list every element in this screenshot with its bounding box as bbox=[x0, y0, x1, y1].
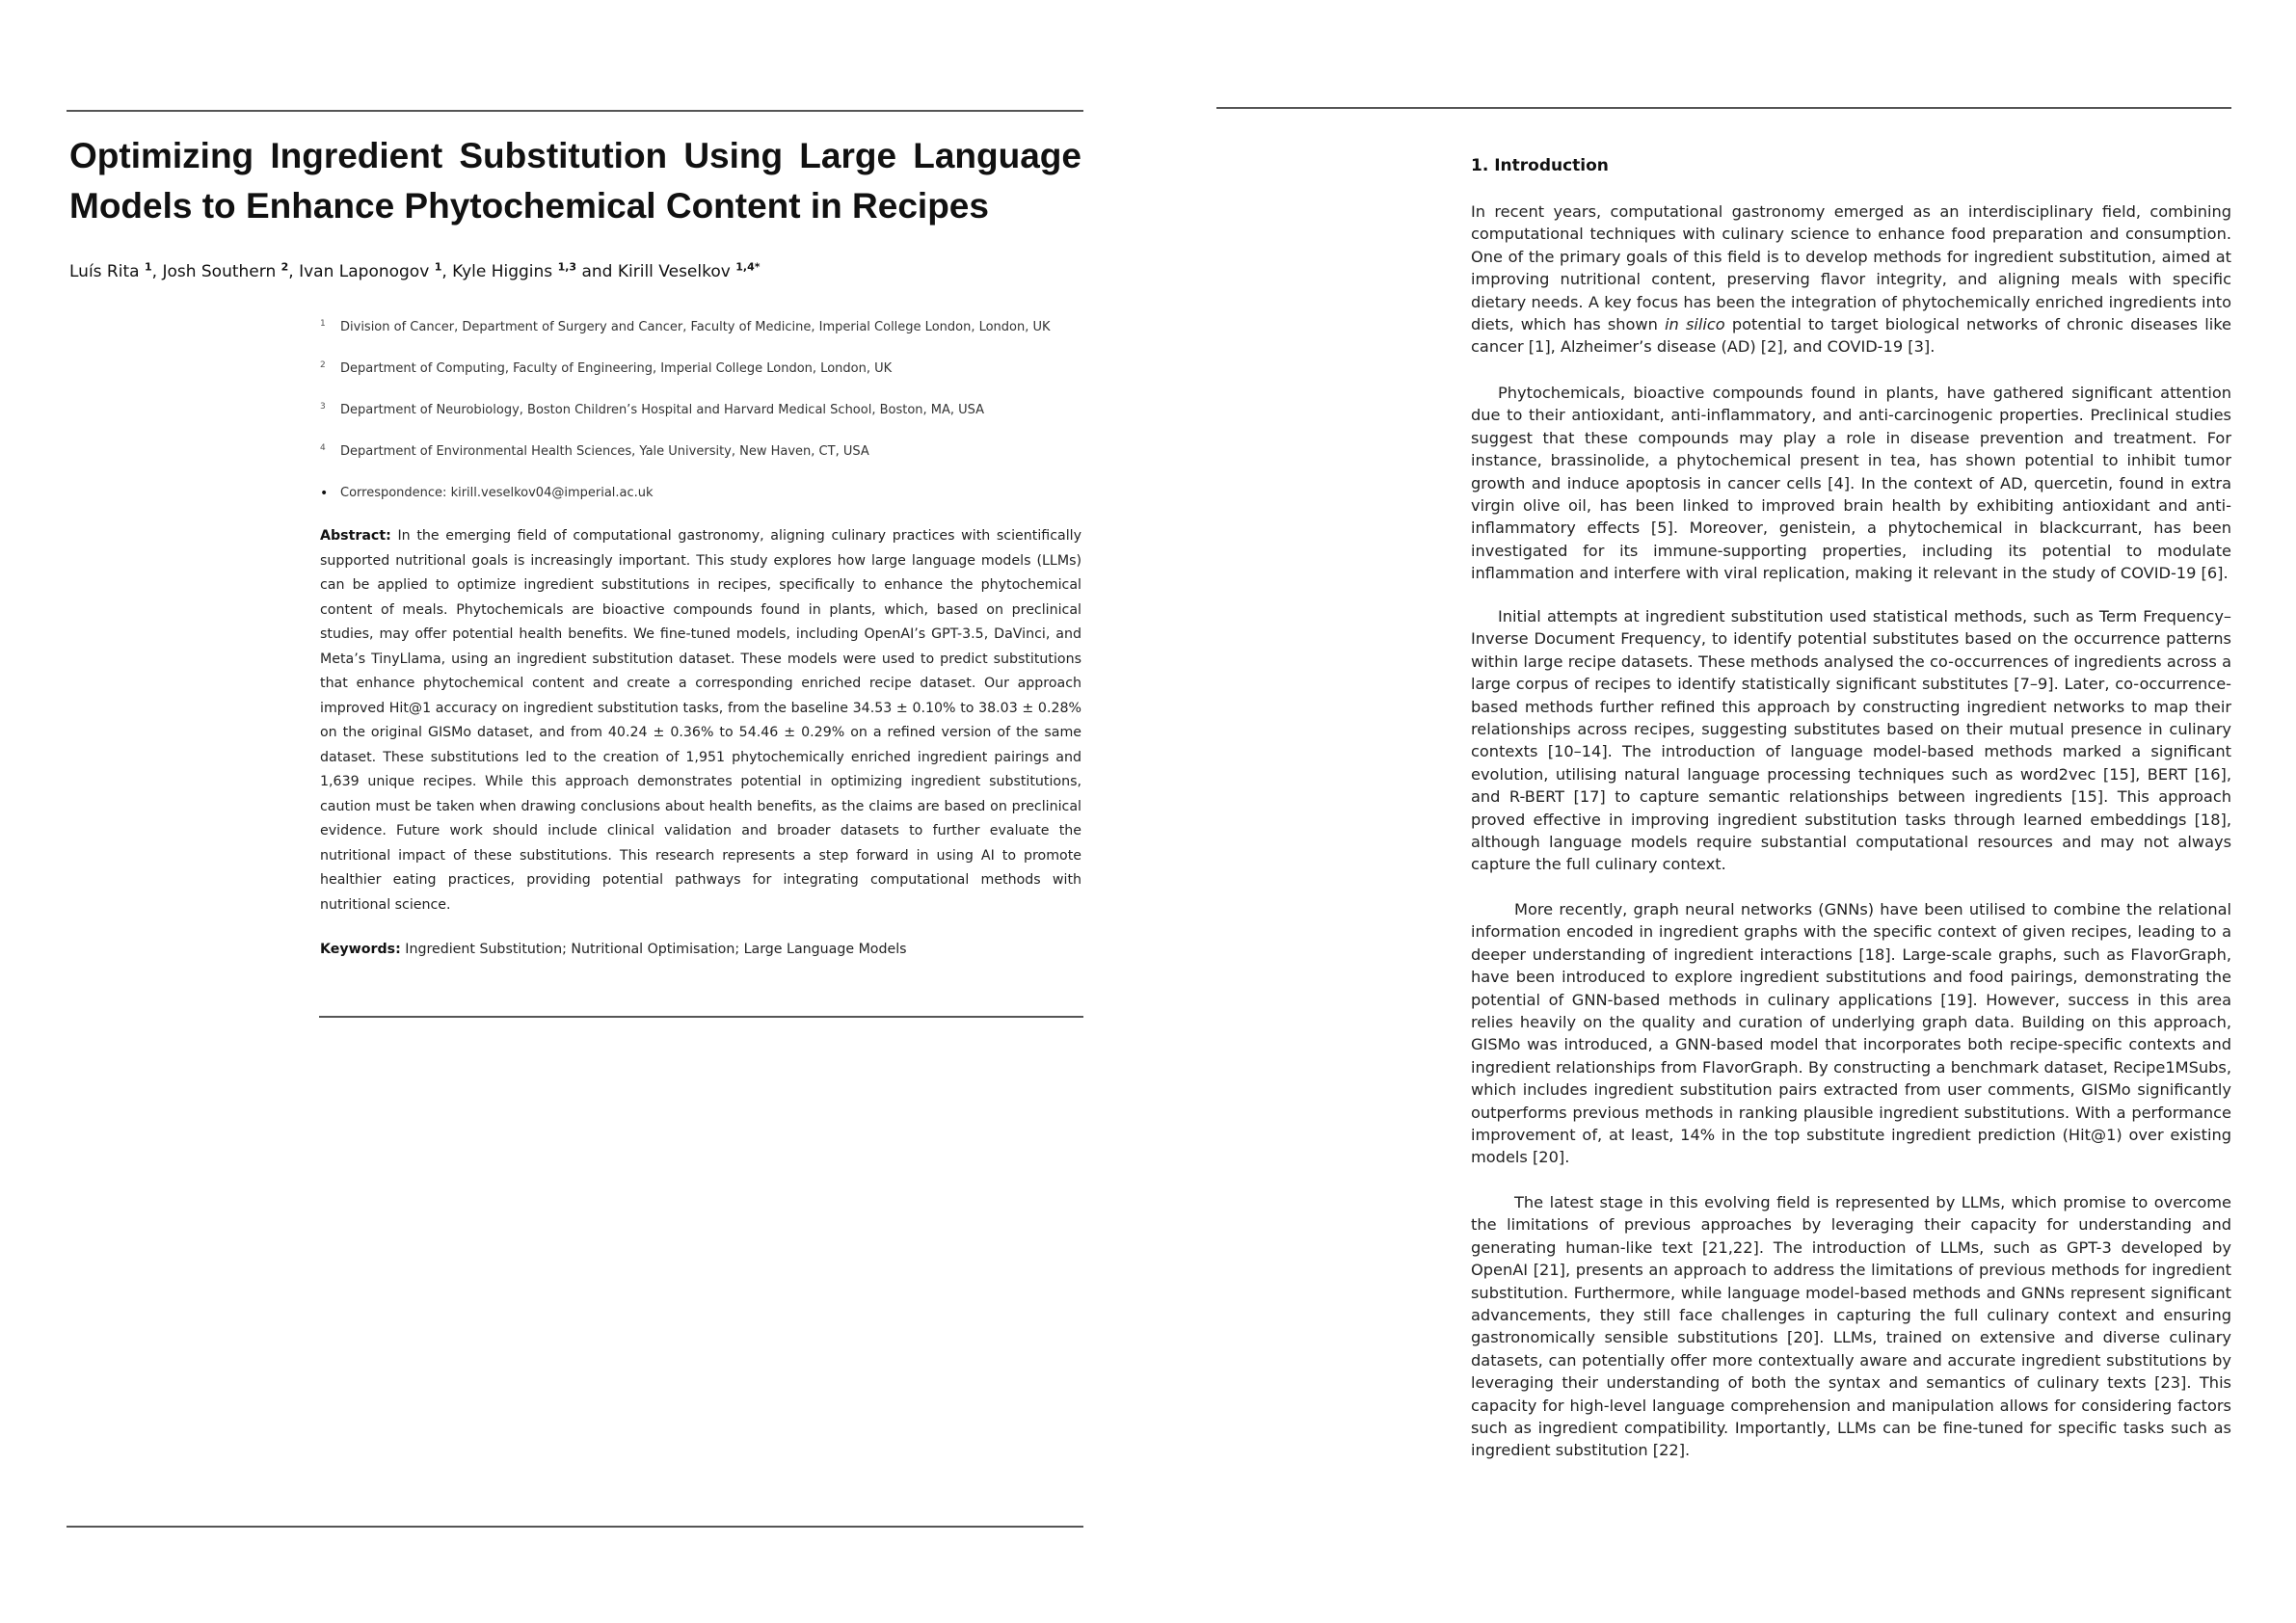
author-name: Kirill Veselkov bbox=[617, 261, 731, 281]
abstract-bottom-rule bbox=[319, 1016, 1083, 1018]
affiliation-item bbox=[320, 356, 1081, 397]
author-separator: , bbox=[288, 261, 300, 281]
keywords bbox=[320, 937, 1081, 962]
section-heading: 1. Introduction bbox=[1471, 156, 1609, 175]
affiliation-mark: 4 bbox=[320, 443, 326, 453]
top-rule bbox=[1216, 107, 2231, 109]
paragraph-italic: in silico bbox=[1665, 315, 1725, 334]
author-affiliation-mark: 1 bbox=[434, 260, 442, 273]
affiliation-list bbox=[320, 314, 1081, 521]
paragraph-text: potential to target biological networks of chronic diseases like cancer [1], Alzheimer’s disease (AD) [2], and COVID-19 [3]. bbox=[1471, 315, 2231, 357]
abstract bbox=[320, 524, 1081, 918]
paragraph bbox=[1471, 1191, 2231, 1462]
paragraph bbox=[1471, 605, 2231, 876]
top-rule bbox=[67, 110, 1083, 112]
author-list bbox=[69, 254, 1081, 284]
paragraph bbox=[1471, 200, 2231, 359]
author-separator: , bbox=[441, 261, 453, 281]
author-name: Luís Rita bbox=[69, 261, 140, 281]
bottom-rule bbox=[67, 1526, 1083, 1528]
keywords-label: Keywords: bbox=[320, 942, 401, 957]
author bbox=[299, 262, 452, 281]
abstract-label: Abstract: bbox=[320, 528, 391, 544]
author-affiliation-mark: 1,3 bbox=[557, 260, 577, 273]
affiliation-text: Department of Computing, Faculty of Engineering, Imperial College London, London, UK bbox=[340, 361, 893, 376]
paragraph bbox=[1471, 898, 2231, 1169]
abstract-text: In the emerging field of computational gastronomy, aligning culinary practices with scientifically supported nutritional goals is increasingly important. This study explores how large language models (LLMs) can be applied to optimize ingredient substitutions in recipes, specifically to enhance the phytochemical content of meals. Phytochemicals are bioactive compounds found in plants, which, based on preclinical studies, may offer potential health benefits. We fine-tuned models, including OpenAI’s GPT-3.5, DaVinci, and Meta’s TinyLlama, using an ingredient substitution dataset. These models were used to predict substitutions that enhance phytochemical content and create a corresponding enriched recipe dataset. Our approach improved Hit@1 accuracy on ingredient substitution tasks, from the baseline 34.53 ± 0.10% to 38.03 ± 0.28% on the original GISMo dataset, and from 40.24 ± 0.36% to 54.46 ± 0.29% on a refined version of the same dataset. These substitutions led to the creation of 1,951 phytochemically enriched ingredient pairings and 1,639 unique recipes. While this approach demonstrates potential in optimizing ingredient substitutions, caution must be taken when drawing conclusions about health benefits, as the claims are based on preclinical evidence. Future work should include clinical validation and broader datasets to further evaluate the nutritional impact of these substitutions. This research represents a step forward in using AI to promote healthier eating practices, providing potential pathways for integrating computational methods with nutritional science. bbox=[320, 528, 1081, 913]
paper-title: Optimizing Ingredient Substitution Using Large Language Models to Enhance Phytochemical Content in Recipes bbox=[69, 136, 1081, 226]
correspondence-text: Correspondence: kirill.veselkov04@imperial.ac.uk bbox=[340, 486, 654, 500]
paragraph bbox=[1471, 382, 2231, 585]
correspondence-bullet: • bbox=[320, 486, 329, 501]
paragraph-text: Phytochemicals, bioactive compounds found in plants, have gathered significant attention due to their antioxidant, anti-inflammatory, and anti-carcinogenic properties. Preclinical studies suggest that these compounds may play a role in disease prevention and treatment. For instance, brassinolide, a phytochemical present in tea, has shown potential to inhibit tumor growth and induce apoptosis in cancer cells [4]. In the context of AD, quercetin, found in extra virgin olive oil, has been linked to improved brain health by exhibiting antioxidant and anti-inflammatory effects [5]. Moreover, genistein, a phytochemical in blackcurrant, has been investigated for its immune-supporting properties, including its potential to modulate inflammation and interfere with viral replication, making it relevant in the study of COVID-19 [6]. bbox=[1471, 384, 2231, 583]
author-name: Ivan Laponogov bbox=[299, 261, 430, 281]
keywords-text: Ingredient Substitution; Nutritional Optimisation; Large Language Models bbox=[405, 942, 907, 957]
affiliation-item bbox=[320, 314, 1081, 356]
affiliation-text: Department of Environmental Health Sciences, Yale University, New Haven, CT, USA bbox=[340, 444, 869, 459]
paragraph-text: The latest stage in this evolving field is represented by LLMs, which promise to overcome the limitations of previous approaches by leveraging their capacity for understanding and generating human-like text [21,22]. The introduction of LLMs, such as GPT-3 developed by OpenAI [21], presents an approach to address the limitations of previous methods for ingredient substitution. Furthermore, while language model-based methods and GNNs represent significant advancements, they still face challenges in capturing the full culinary context and ensuring gastronomically sensible substitutions [20]. LLMs, trained on extensive and diverse culinary datasets, can potentially offer more contextually aware and accurate ingredient substitutions by leveraging their understanding of both the syntax and semantics of culinary texts [23]. This capacity for high-level language comprehension and manipulation allows for considering factors such as ingredient compatibility. Importantly, LLMs can be fine-tuned for specific tasks such as ingredient substitution [22]. bbox=[1471, 1193, 2231, 1460]
affiliation-item bbox=[320, 397, 1081, 439]
affiliation-mark: 2 bbox=[320, 360, 326, 370]
right-page bbox=[1148, 0, 2296, 1623]
affiliation-text: Department of Neurobiology, Boston Children’s Hospital and Harvard Medical School, Boston, MA, USA bbox=[340, 403, 985, 417]
paragraph-text: More recently, graph neural networks (GNNs) have been utilised to combine the relational information encoded in ingredient graphs with the specific context of given recipes, leading to a deeper understanding of ingredient interactions [18]. Large-scale graphs, such as FlavorGraph, have been introduced to explore ingredient substitutions and food pairings, demonstrating the potential of GNN-based methods in culinary applications [19]. However, success in this area relies heavily on the quality and curation of underlying graph data. Building on this approach, GISMo was introduced, a GNN-based model that incorporates both recipe-specific contexts and ingredient relationships from FlavorGraph. By constructing a benchmark dataset, Recipe1MSubs, which includes ingredient substitution pairs extracted from user comments, GISMo significantly outperforms previous methods in ranking plausible ingredient substitutions. With a performance improvement of, at least, 14% in the top substitute ingredient prediction (Hit@1) over existing models [20]. bbox=[1471, 900, 2231, 1167]
affiliation-item bbox=[320, 439, 1081, 480]
author-name: Kyle Higgins bbox=[452, 261, 553, 281]
author bbox=[618, 262, 761, 281]
author-separator: and bbox=[576, 261, 618, 281]
paragraph-text: In recent years, computational gastronomy emerged as an interdisciplinary field, combining computational techniques with culinary science to enhance food preparation and consumption. One of the primary goals of this field is to develop methods for ingredient substitution, aimed at improving nutritional content, preserving flavor integrity, and aligning meals with specific dietary needs. A key focus has been the integration of phytochemically enriched ingredients into diets, which has shown bbox=[1471, 202, 2231, 334]
author bbox=[69, 262, 162, 281]
author bbox=[452, 262, 618, 281]
author-affiliation-mark: 2 bbox=[280, 260, 289, 273]
author-name: Josh Southern bbox=[162, 261, 277, 281]
author-affiliation-mark: 1 bbox=[144, 260, 152, 273]
author bbox=[162, 262, 299, 281]
affiliation-mark: 3 bbox=[320, 402, 326, 412]
paragraph-text: Initial attempts at ingredient substitution used statistical methods, such as Term Frequency–Inverse Document Frequency, to identify potential substitutes based on the occurrence patterns within large recipe datasets. These methods analysed the co-occurrences of ingredients across a large corpus of recipes to identify statistically significant substitutes [7–9]. Later, co-occurrence-based methods further refined this approach by constructing ingredient networks to map their relationships across recipes, suggesting substitutes based on their mutual presence in culinary contexts [10–14]. The introduction of language model-based methods marked a significant evolution, utilising natural language processing techniques such as word2vec [15], BERT [16], and R-BERT [17] to capture semantic relationships between ingredients [15]. This approach proved effective in improving ingredient substitution tasks through learned embeddings [18], although language models require substantial computational resources and may not always capture the full culinary context. bbox=[1471, 607, 2231, 874]
correspondence bbox=[320, 480, 1081, 521]
affiliation-mark: 1 bbox=[320, 319, 326, 329]
affiliation-text: Division of Cancer, Department of Surgery and Cancer, Faculty of Medicine, Imperial College London, London, UK bbox=[340, 320, 1051, 334]
author-separator: , bbox=[151, 261, 163, 281]
author-affiliation-mark: 1,4* bbox=[735, 260, 761, 273]
